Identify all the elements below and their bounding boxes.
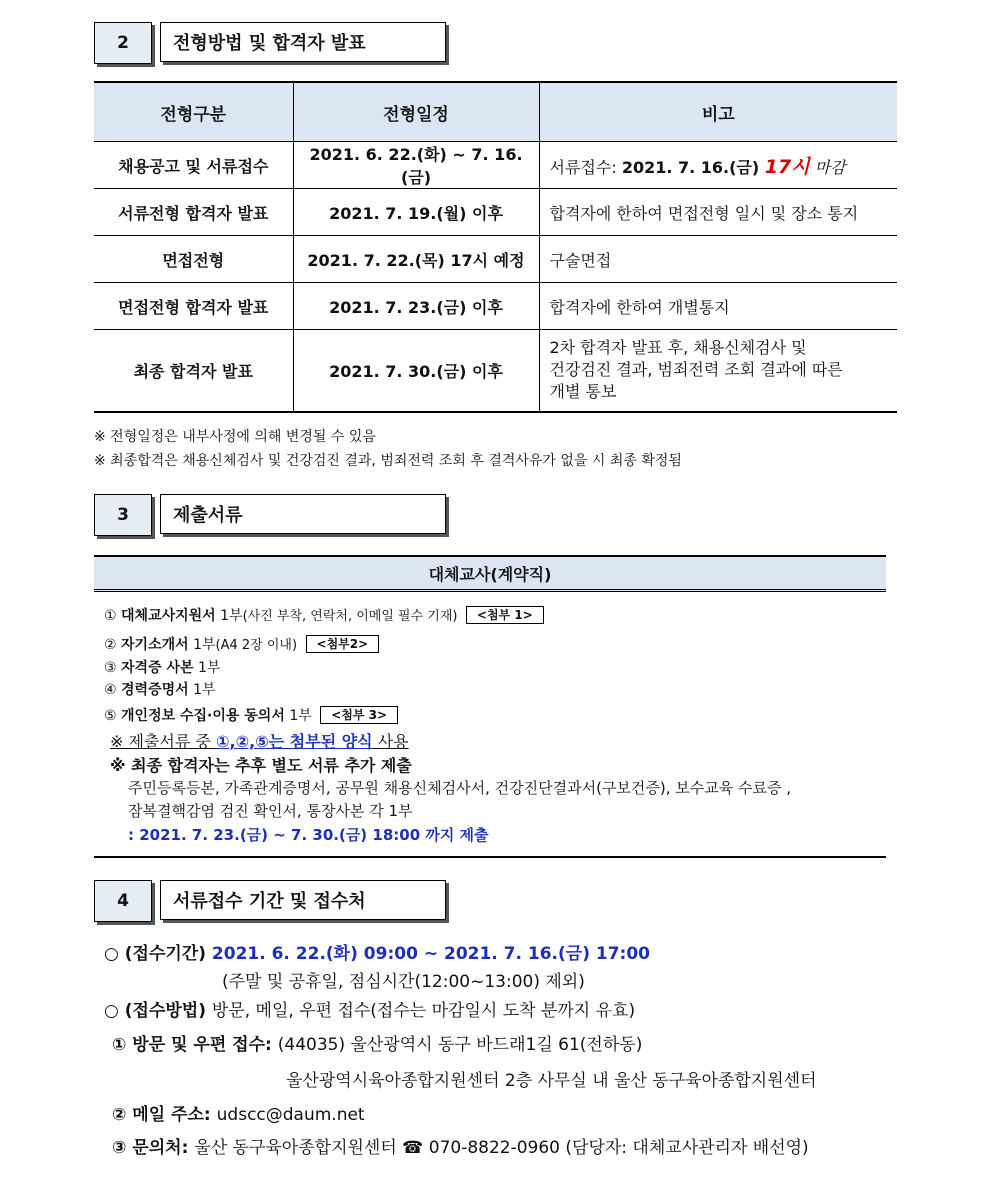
stage-cell: 면접전형 [94,236,293,283]
stage-cell: 서류전형 합격자 발표 [94,189,293,236]
reception-period [104,939,650,964]
deadline-time: 17시 [764,155,810,178]
item-name: 자격증 사본 [121,660,194,676]
table-row [94,142,897,189]
table-row [94,283,897,330]
reception-visit [112,1030,642,1055]
item-name: 대체교사지원서 [121,608,216,624]
stage-cell: 면접전형 합격자 발표 [94,283,293,330]
reception-visit-address: 울산광역시육아종합지원센터 2층 사무실 내 울산 동구육아종합지원센터 [286,1071,817,1091]
docs-note-final: ※ 최종 합격자는 추후 별도 서류 추가 제출 [110,756,412,775]
section-number: 4 [94,880,152,922]
doc-item [104,657,220,677]
doc-item [104,705,398,725]
item-mark: ④ [104,682,117,698]
stage-cell: 최종 합격자 발표 [94,330,293,412]
date-cell: 2021. 7. 30.(금) 이후 [293,330,539,412]
item-name: 자기소개서 [121,637,189,653]
item-detail: (사진 부착, 연락처, 이메일 필수 기재) [242,609,458,624]
item-name: 경력증명서 [121,682,189,698]
attachment-tag: <첨부 1> [466,606,544,624]
value: udscc@daum.net [216,1105,365,1125]
date-cell: 2021. 7. 22.(목) 17시 예정 [293,236,539,283]
docs-header: 대체교사(계약직) [94,555,886,592]
item-mark: ⑤ [104,708,117,724]
item-qty: 1부 [197,660,221,676]
value: 2021. 6. 22.(화) 09:00 ~ 2021. 7. 16.(금) 17:00 [211,944,650,964]
note-line: 2차 합격자 발표 후, 채용신체검사 및 [549,338,807,358]
reception-method [104,996,635,1021]
note-cell: 합격자에 한하여 면접전형 일시 및 장소 통지 [539,189,897,236]
label: ① 방문 및 우편 접수: [112,1035,278,1055]
stage-cell: 채용공고 및 서류접수 [94,142,293,189]
label: ② 메일 주소: [112,1105,217,1125]
docs-note-list: 잠복결핵감염 검진 확인서, 통장사본 각 1부 [128,802,413,820]
date-cell: 2021. 6. 22.(화) ~ 7. 16.(금) [293,142,539,189]
note-cell: 구술면접 [539,236,897,283]
note-suffix: 마감 [809,157,846,177]
note-cell: 합격자에 한하여 개별통지 [539,283,897,330]
label: ③ 문의처: [112,1138,195,1158]
reception-contact [112,1133,809,1158]
note-text: ※ 제출서류 중 [110,732,216,751]
section-title: 제출서류 [160,494,446,534]
table-header-row [94,82,897,142]
docs-note-list: 주민등록등본, 가족관계증명서, 공무원 채용신체검사서, 건강진단결과서(구보건증), 보수교육 수료증 , [128,779,792,797]
column-header: 전형구분 [94,82,293,142]
note-prefix: 서류접수: [549,157,622,177]
schedule-note: ※ 전형일정은 내부사정에 의해 변경될 수 있음 [94,429,376,445]
doc-item [104,679,216,699]
schedule-table [94,81,897,413]
value: (44035) 울산광역시 동구 바드래1길 61(전하동) [277,1035,643,1055]
attachment-tag: <첨부 3> [320,706,398,724]
section-number: 3 [94,494,152,536]
section-title: 전형방법 및 합격자 발표 [160,22,446,62]
column-header: 전형일정 [293,82,539,142]
note-cell [539,330,897,412]
doc-item [104,605,544,625]
item-mark: ① [104,608,117,624]
reception-period-note: (주말 및 공휴일, 점심시간(12:00~13:00) 제외) [222,972,585,992]
table-row [94,236,897,283]
docs-note-forms [110,729,409,752]
item-qty: 1부 [220,608,243,624]
reception-mail [112,1100,365,1125]
label: ○ (접수방법) [104,1001,212,1021]
item-qty: 1부 [193,682,216,698]
value: 울산 동구육아종합지원센터 ☎ 070-8822-0960 (담당자: 대체교사관리자 배선영) [194,1138,809,1158]
attachment-tag: <첨부2> [306,635,380,653]
section-title: 서류접수 기간 및 접수처 [160,880,446,920]
note-date: 2021. 7. 16.(금) [621,157,765,177]
section-number: 2 [94,22,152,64]
item-mark: ② [104,637,117,653]
note-line: 개별 통보 [549,382,617,402]
table-row [94,330,897,412]
date-cell: 2021. 7. 19.(월) 이후 [293,189,539,236]
table-row [94,189,897,236]
date-cell: 2021. 7. 23.(금) 이후 [293,283,539,330]
note-cell [539,142,897,189]
schedule-note: ※ 최종합격은 채용신체검사 및 건강검진 결과, 범죄전력 조회 후 결격사유가 없을 시 최종 확정됨 [94,453,682,469]
item-mark: ③ [104,660,117,676]
item-detail: (A4 2장 이내) [215,638,298,653]
item-qty: 1부 [289,708,312,724]
value: 방문, 메일, 우편 접수(접수는 마감일시 도착 분까지 유효) [211,1001,636,1021]
item-qty: 1부 [193,637,216,653]
doc-item [104,634,379,654]
column-header: 비고 [539,82,897,142]
note-text: 사용 [372,732,409,751]
note-highlight: ①,②,⑤는 첨부된 양식 [215,732,373,751]
item-name: 개인정보 수집·이용 동의서 [121,708,285,724]
note-line: 건강검진 결과, 범죄전력 조회 결과에 따른 [549,360,843,380]
docs-note-deadline: : 2021. 7. 23.(금) ~ 7. 30.(금) 18:00 까지 제출 [128,826,489,844]
divider [94,856,886,858]
label: ○ (접수기간) [104,944,212,964]
